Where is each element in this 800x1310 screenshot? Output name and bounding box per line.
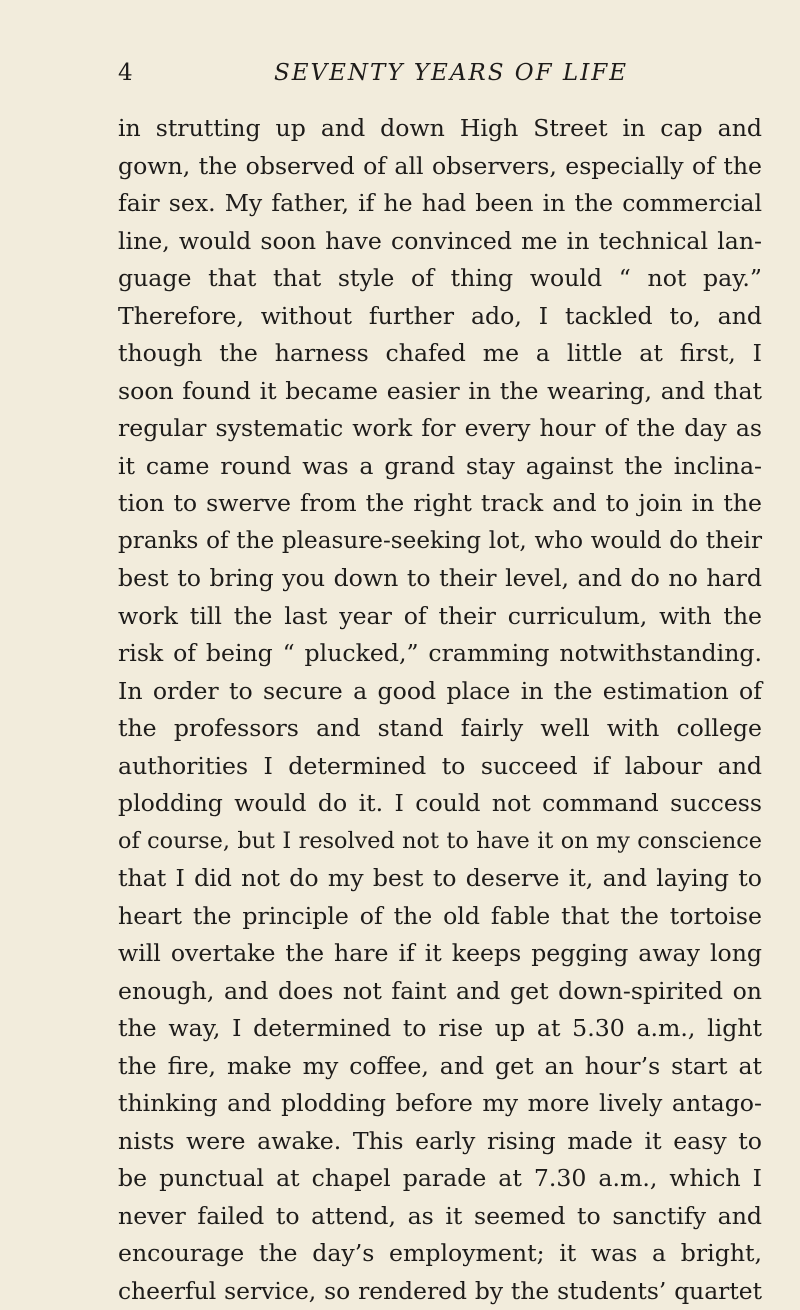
text-line: line, would soon have convinced me in technical lan- <box>118 223 762 261</box>
page-number: 4 <box>118 58 133 88</box>
text-line: encourage the day’s employment; it was a bright, <box>118 1235 762 1273</box>
text-line: it came round was a grand stay against the inclina- <box>118 448 762 486</box>
text-line: pranks of the pleasure-seeking lot, who would do their <box>118 523 762 561</box>
text-line: though the harness chafed me a little at first, I <box>118 335 762 373</box>
text-line: regular systematic work for every hour of the day as <box>118 410 762 448</box>
text-line: gown, the observed of all observers, especially of the <box>118 148 762 186</box>
text-line: in strutting up and down High Street in cap and <box>118 110 762 148</box>
text-line: will overtake the hare if it keeps pegging away long <box>118 935 762 973</box>
text-line: never failed to attend, as it seemed to sanctify and <box>118 1198 762 1236</box>
text-line: thinking and plodding before my more lively antago- <box>118 1085 762 1123</box>
text-line: nists were awake. This early rising made it easy to <box>118 1123 762 1161</box>
text-line: best to bring you down to their level, and do no hard <box>118 560 762 598</box>
text-line: tion to swerve from the right track and to join in the <box>118 485 762 523</box>
text-line: guage that that style of thing would “ not pay.” <box>118 260 762 298</box>
text-line: of course, but I resolved not to have it on my conscience <box>118 823 762 861</box>
text-line: enough, and does not faint and get down-spirited on <box>118 973 762 1011</box>
text-line: work till the last year of their curriculum, with the <box>118 598 762 636</box>
text-line: authorities I determined to succeed if labour and <box>118 748 762 786</box>
text-line: fair sex. My father, if he had been in the commercial <box>118 185 762 223</box>
text-line: that I did not do my best to deserve it, and laying to <box>118 860 762 898</box>
text-line: In order to secure a good place in the estimation of <box>118 673 762 711</box>
running-title: SEVENTY YEARS OF LIFE <box>118 58 762 88</box>
text-line: risk of being “ plucked,” cramming notwithstanding. <box>118 635 762 673</box>
text-line: the fire, make my coffee, and get an hour’s start at <box>118 1048 762 1086</box>
text-line: plodding would do it. I could not command success <box>118 785 762 823</box>
text-line: cheerful service, so rendered by the students’ quartet <box>118 1273 762 1310</box>
body-paragraph <box>118 110 762 1310</box>
running-head <box>118 58 762 94</box>
text-line: the professors and stand fairly well with college <box>118 710 762 748</box>
text-line: soon found it became easier in the wearing, and that <box>118 373 762 411</box>
text-line: heart the principle of the old fable that the tortoise <box>118 898 762 936</box>
text-line: the way, I determined to rise up at 5.30 a.m., light <box>118 1010 762 1048</box>
text-line: be punctual at chapel parade at 7.30 a.m., which I <box>118 1160 762 1198</box>
text-line: Therefore, without further ado, I tackled to, and <box>118 298 762 336</box>
